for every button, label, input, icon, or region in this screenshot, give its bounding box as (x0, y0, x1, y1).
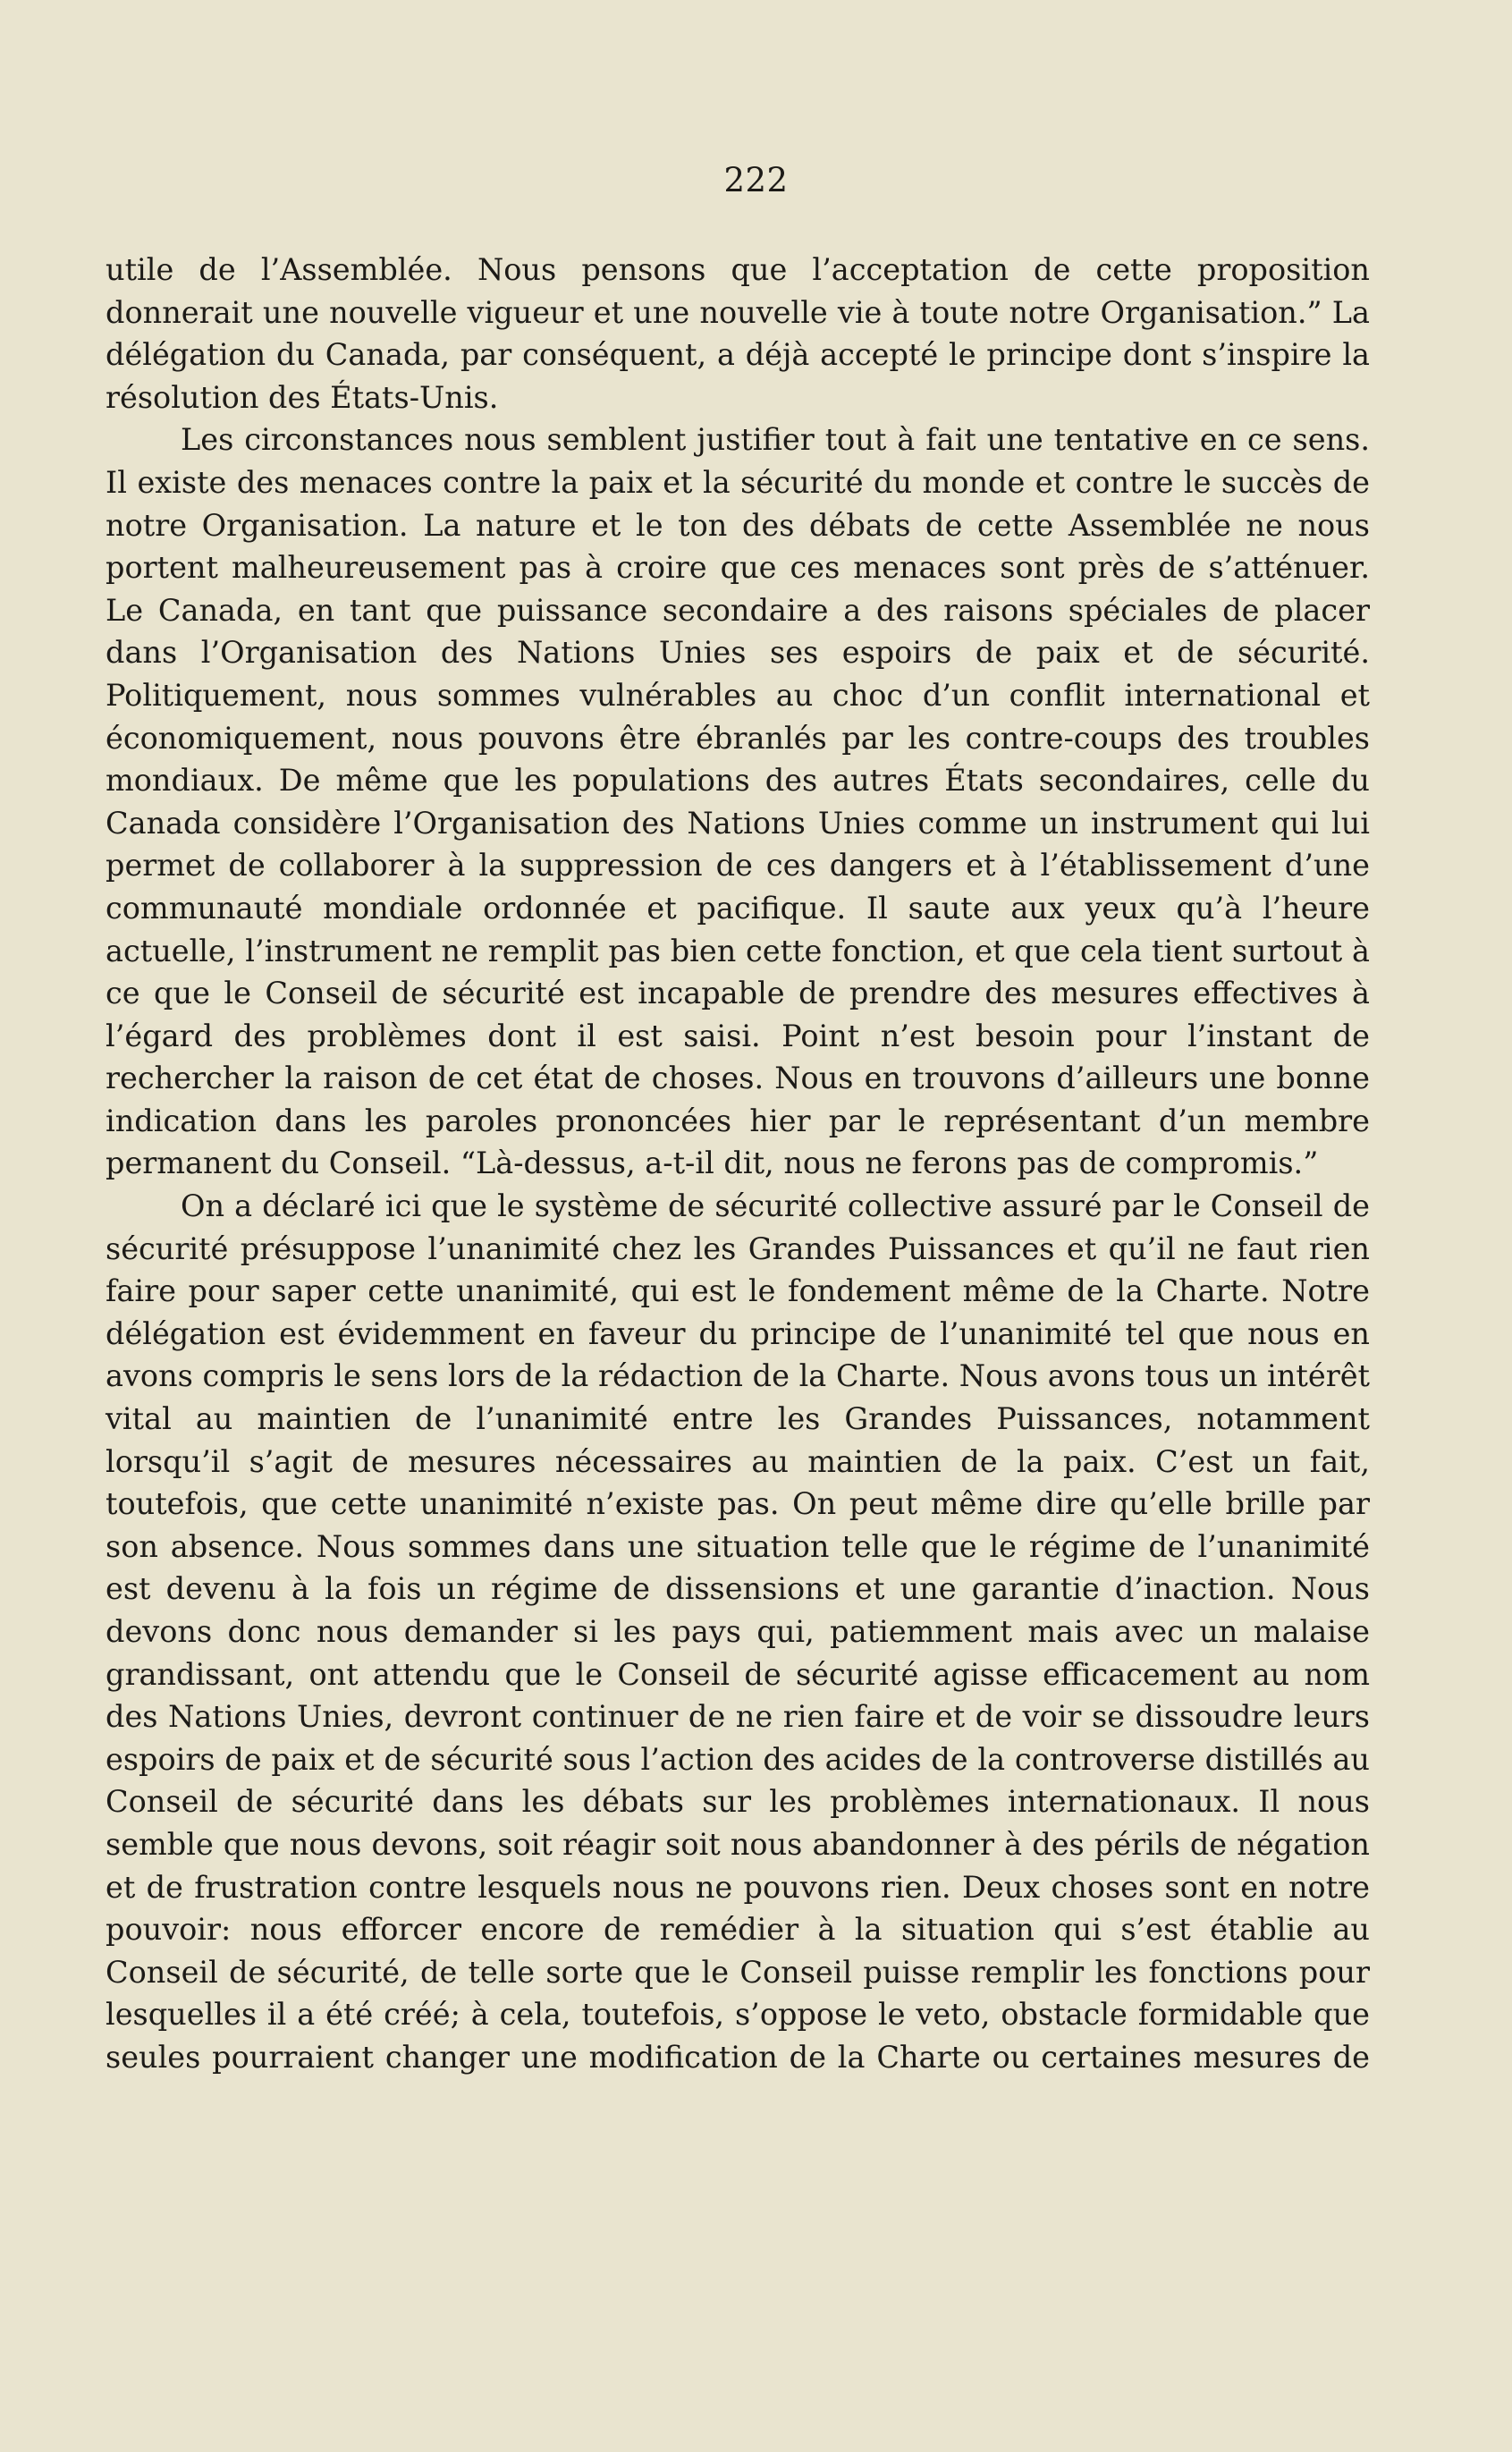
body-text (106, 249, 1370, 2079)
paragraph-unanimity: On a déclaré ici que le système de sécurité collective assuré par le Conseil de sécurité présuppose l’unanimité chez les Grandes Puissances et qu’il ne faut rien faire pour saper cette unanimité, qui est le fondement même de la Charte. Notre délégation est évidemment en faveur du principe de l’unanimité tel que nous en avons compris le sens lors de la rédaction de la Charte. Nous avons tous un intérêt vital au maintien de l’unanimité entre les Grandes Puissances, notamment lorsqu’il s’agit de mesures nécessaires au maintien de la paix. C’est un fait, toutefois, que cette unanimité n’existe pas. On peut même dire qu’elle brille par son absence. Nous sommes dans une situation telle que le régime de l’unanimité est devenu à la fois un régime de dissensions et une garantie d’inaction. Nous devons donc nous demander si les pays qui, patiemment mais avec un malaise grandissant, ont attendu que le Conseil de sécurité agisse efficacement au nom des Nations Unies, devront continuer de ne rien faire et de voir se dissoudre leurs espoirs de paix et de sécurité sous l’action des acides de la controverse distillés au Conseil de sécurité dans les débats sur les problèmes internationaux. Il nous semble que nous devons, soit réagir soit nous abandonner à des périls de négation et de frustration contre lesquels nous ne pouvons rien. Deux choses sont en notre pouvoir: nous efforcer encore de remédier à la situation qui s’est établie au Conseil de sécurité, de telle sorte que le Conseil puisse remplir les fonctions pour lesquelles il a été créé; à cela, toutefois, s’oppose le veto, obstacle formidable que seules pourraient changer une modification de la Charte ou certaines mesures de (106, 1188, 1370, 2075)
page-number: 222 (723, 161, 789, 199)
paragraph-continued: utile de l’Assemblée. Nous pensons que l’acceptation de cette proposition donnerait une nouvelle vigueur et une nouvelle vie à toute notre Organisation.” La délégation du Canada, par conséquent, a déjà accepté le principe dont s’inspire la résolution des États-Unis. (106, 252, 1370, 415)
paragraph-circumstances: Les circonstances nous semblent justifier tout à fait une tentative en ce sens. Il existe des menaces contre la paix et la sécurité du monde et contre le succès de notre Organisation. La nature et le ton des débats de cette Assemblée ne nous portent malheureusement pas à croire que ces menaces sont près de s’atténuer. Le Canada, en tant que puissance secondaire a des raisons spéciales de placer dans l’Organisation des Nations Unies ses espoirs de paix et de sécurité. Politiquement, nous sommes vulnérables au choc d’un conflit international et économiquement, nous pouvons être ébranlés par les contre-coups des troubles mondiaux. De même que les populations des autres États secondaires, celle du Canada considère l’Organisation des Nations Unies comme un instrument qui lui permet de collaborer à la suppression de ces dangers et à l’établissement d’une communauté mondiale ordonnée et pacifique. Il saute aux yeux qu’à l’heure actuelle, l’instrument ne remplit pas bien cette fonction, et que cela tient surtout à ce que le Conseil de sécurité est incapable de prendre des mesures effectives à l’égard des problèmes dont il est saisi. Point n’est besoin pour l’instant de rechercher la raison de cet état de choses. Nous en trouvons d’ailleurs une bonne indication dans les paroles prononcées hier par le représentant d’un membre permanent du Conseil. “Là-dessus, a-t-il dit, nous ne ferons pas de compromis.” (106, 422, 1370, 1181)
